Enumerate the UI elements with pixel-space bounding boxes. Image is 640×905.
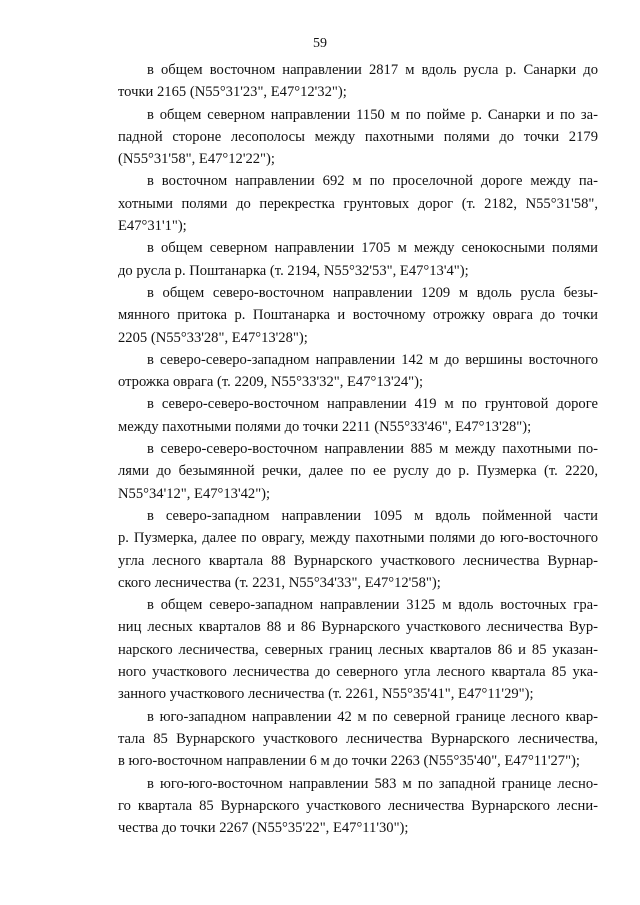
text-line: р. Пузмерка, далее по оврагу, между пахотными полями до юго-восточного	[118, 530, 598, 547]
text-line: между пахотными полями до точки 2211 (N55°33'46", E47°13'28");	[118, 418, 532, 435]
text-line: в общем северном направлении 1705 м между сенокосными полями	[147, 240, 598, 257]
text-line: го квартала 85 Вурнарского участкового лесничества Вурнарского лесни-	[118, 797, 598, 814]
text-line: в общем северо-восточном направлении 1209 м вдоль русла безы-	[147, 284, 598, 301]
paragraph	[118, 237, 598, 282]
text-line: лями до безымянной речки, далее по ее руслу до р. Пузмерка (т. 2220,	[118, 463, 598, 480]
paragraph	[118, 594, 598, 705]
text-line: ского лесничества (т. 2231, N55°34'33", E47°12'58");	[118, 574, 441, 591]
text-line: в юго-юго-восточном направлении 583 м по западной границе лесно-	[147, 775, 598, 792]
text-line: мянного притока р. Поштанарка и восточному отрожку оврага до точки	[118, 307, 598, 324]
text-line: в северо-северо-западном направлении 142 м до вершины восточного	[147, 351, 598, 368]
paragraph	[118, 706, 598, 773]
text-line: тала 85 Вурнарского участкового лесничества Вурнарского лесничества,	[118, 730, 598, 747]
paragraph	[118, 349, 598, 394]
paragraph	[118, 104, 598, 171]
text-line: в общем восточном направлении 2817 м вдоль русла р. Санарки до	[147, 62, 598, 78]
document-body	[118, 59, 598, 839]
text-line: отрожка оврага (т. 2209, N55°33'32", E47°13'24");	[118, 374, 424, 391]
text-line: ного участкового лесничества до северного угла лесного квартала 85 ука-	[118, 664, 598, 681]
text-line: E47°31'1");	[118, 218, 187, 235]
text-line: угла лесного квартала 88 Вурнарского участкового лесничества Вурнар-	[118, 552, 598, 569]
text-line: ниц лесных кварталов 88 и 86 Вурнарского участкового лесничества Вур-	[118, 619, 598, 636]
paragraph	[118, 393, 598, 438]
text-line: 2205 (N55°33'28", E47°13'28");	[118, 329, 308, 346]
page-number: 59	[313, 36, 327, 51]
paragraph	[118, 438, 598, 505]
text-line: в юго-восточном направлении 6 м до точки 2263 (N55°35'40", E47°11'27");	[118, 753, 580, 770]
text-line: в северо-западном направлении 1095 м вдоль пойменной части	[147, 507, 598, 524]
text-line: в юго-западном направлении 42 м по северной границе лесного квар-	[147, 708, 598, 725]
paragraph	[118, 59, 598, 104]
paragraph	[118, 170, 598, 237]
text-line: падной стороне лесополосы между пахотными полями до точки 2179	[118, 128, 598, 145]
text-line: нарского лесничества, северных границ лесных кварталов 86 и 85 указан-	[118, 641, 598, 658]
text-line: (N55°31'58", E47°12'22");	[118, 151, 275, 168]
text-line: занного участкового лесничества (т. 2261, N55°35'41", E47°11'29");	[118, 686, 534, 703]
text-line: в общем северном направлении 1150 м по пойме р. Санарки и по за-	[147, 106, 598, 123]
text-line: в северо-северо-восточном направлении 419 м по грунтовой дороге	[147, 396, 598, 413]
text-line: до русла р. Поштанарка (т. 2194, N55°32'53", E47°13'4");	[118, 262, 469, 279]
text-line: точки 2165 (N55°31'23", E47°12'32");	[118, 84, 347, 101]
text-line: N55°34'12", E47°13'42");	[118, 485, 271, 502]
text-line: в северо-северо-восточном направлении 885 м между пахотными по-	[147, 441, 598, 458]
text-line: хотными полями до перекрестка грунтовых дорог (т. 2182, N55°31'58",	[118, 195, 598, 212]
paragraph	[118, 282, 598, 349]
text-line: в общем северо-западном направлении 3125 м вдоль восточных гра-	[147, 597, 598, 614]
text-line: в восточном направлении 692 м по проселочной дороге между па-	[147, 173, 598, 190]
paragraph	[118, 505, 598, 594]
text-line: чества до точки 2267 (N55°35'22", E47°11'30");	[118, 820, 409, 837]
paragraph	[118, 773, 598, 840]
